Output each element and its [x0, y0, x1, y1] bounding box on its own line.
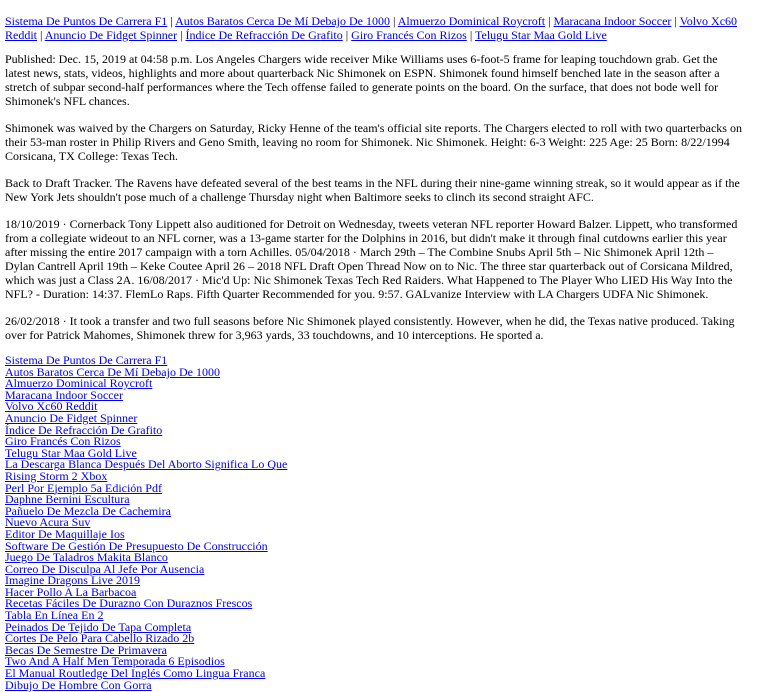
list-link[interactable]: Índice De Refracción De Grafito — [5, 422, 163, 437]
list-link[interactable]: Becas De Semestre De Primavera — [5, 642, 167, 657]
nav-link-almuerzo[interactable]: Almuerzo Dominical Roycroft — [397, 14, 546, 28]
nav-link-giro[interactable]: Giro Francés Con Rizos — [351, 28, 467, 42]
list-link[interactable]: Sistema De Puntos De Carrera F1 — [5, 353, 168, 367]
list-link[interactable]: Daphne Bernini Escultura — [5, 492, 130, 507]
list-link[interactable]: Dibujo De Hombre Con Gorra — [5, 677, 152, 692]
list-link[interactable]: Maracana Indoor Soccer — [5, 387, 123, 402]
list-link[interactable]: Anuncio De Fidget Spinner — [5, 410, 138, 425]
list-link[interactable]: Software De Gestión De Presupuesto De Construcción — [5, 538, 268, 553]
list-link[interactable]: Juego De Taladros Makita Blanco — [5, 550, 168, 565]
list-link[interactable]: Recetas Fáciles De Durazno Con Duraznos Frescos — [5, 596, 253, 611]
nav-separator: | — [466, 28, 475, 42]
nav-link-f1[interactable]: Sistema De Puntos De Carrera F1 — [5, 14, 168, 28]
article-paragraph-1: Published: Dec. 15, 2019 at 04:58 p.m. Los Angeles Chargers wide receiver Mike Williams uses 6-foot-5 frame for leaping touchdown grab. Get the latest news, stats, videos, highlights and more about quarterback Nic Shimonek on ESPN. Shimonek found himself benched late in the season after a stretch of subpar second-half performances where the Tech offense failed to generate points on the board. On the surface, that does not bode well for Shimonek's NFL chances. — [5, 52, 720, 108]
list-link[interactable]: Giro Francés Con Rizos — [5, 434, 121, 449]
list-link[interactable]: Pañuelo De Mezcla De Cachemira — [5, 503, 171, 518]
nav-link-indice[interactable]: Índice De Refracción De Grafito — [185, 28, 343, 42]
nav-link-telugu[interactable]: Telugu Star Maa Gold Live — [475, 28, 607, 42]
nav-separator: | — [177, 28, 186, 42]
related-links-list — [5, 355, 743, 691]
nav-link-maracana[interactable]: Maracana Indoor Soccer — [553, 14, 672, 28]
list-link[interactable]: Cortes De Pelo Para Cabello Rizado 2b — [5, 631, 195, 646]
list-link[interactable]: Autos Baratos Cerca De Mí Debajo De 1000 — [5, 364, 220, 379]
article-paragraph-2: Shimonek was waived by the Chargers on Saturday, Ricky Henne of the team's official site reports. The Chargers elected to roll with two quarterbacks on their 53-man roster in Philip Rivers and Geno Smith, leaving no room for Shimonek. Nic Shimonek. Height: 6-3 Weight: 225 Age: 25 Born: 8/22/1994 Corsicana, TX College: Texas Tech. — [5, 121, 742, 163]
list-link[interactable]: Rising Storm 2 Xbox — [5, 468, 108, 483]
nav-separator: | — [390, 14, 398, 28]
article-paragraph-4: 18/10/2019 · Cornerback Tony Lippett also auditioned for Detroit on Wednesday, tweets veteran NFL reporter Howard Balzer. Lippett, who transformed from a collegiate wideout to an NFL corner, was a 13-game starter for the Dolphins in 2016, but didn't make it through final cutdowns earlier this year after missing the entire 2017 campaign with a torn Achilles. 05/04/2018 · March 29th – The Combine Snubs April 5th – Nic Shimonek April 12th – Dylan Cantrell April 19th – Keke Coutee April 26 – 2018 NFL Draft Open Thread Now on to Nic. The three star quarterback out of Corsicana Mildred, which was just a Class 2A. 16/08/2017 · Mic'd Up: Nic Shimonek Texas Tech Red Raiders. What Happened to The Player Who LIED His Way Into the NFL? - Duration: 14:37. FlemLo Raps. Fifth Quarter Recommended for you. 9:57. GALvanize Interview with LA Chargers UDFA Nic Shimonek. — [5, 217, 738, 301]
list-link[interactable]: Editor De Maquillaje Ios — [5, 526, 125, 541]
nav-separator: | — [545, 14, 554, 28]
list-link[interactable]: Telugu Star Maa Gold Live — [5, 445, 137, 460]
list-link[interactable]: Volvo Xc60 Reddit — [5, 399, 98, 414]
list-link[interactable]: Almuerzo Dominical Roycroft — [5, 376, 153, 391]
nav-link-volvo[interactable]: Volvo Xc60 Reddit — [5, 14, 738, 42]
list-link[interactable]: Tabla En Línea En 2 — [5, 608, 104, 623]
nav-link-fidget[interactable]: Anuncio De Fidget Spinner — [44, 28, 178, 42]
list-link[interactable]: Peinados De Tejido De Tapa Completa — [5, 619, 192, 634]
nav-separator: | — [342, 28, 352, 42]
list-link[interactable]: Nuevo Acura Suv — [5, 515, 91, 530]
nav-separator: | — [37, 28, 45, 42]
list-link[interactable]: Hacer Pollo A La Barbacoa — [5, 584, 137, 599]
article-paragraph-5: 26/02/2018 · It took a transfer and two full seasons before Nic Shimonek played consistently. However, when he did, the Texas native produced. Taking over for Patrick Mahomes, Shimonek threw for 3,963 yards, 33 touchdowns, and 10 interceptions. He sported a. — [5, 314, 735, 342]
nav-separator: | — [671, 14, 680, 28]
list-link[interactable]: Perl Por Ejemplo 5a Edición Pdf — [5, 480, 162, 495]
list-link[interactable]: Correo De Disculpa Al Jefe Por Ausencia — [5, 561, 205, 576]
top-navigation — [5, 14, 743, 42]
article-paragraph-3: Back to Draft Tracker. The Ravens have defeated several of the best teams in the NFL during their nine-game winning streak, so it would appear as if the New York Jets shouldn't pose much of a challenge Thursday night when Baltimore seeks to clinch its second straight AFC. — [5, 176, 740, 204]
list-link[interactable]: La Descarga Blanca Después Del Aborto Significa Lo Que — [5, 457, 288, 472]
list-link[interactable]: Two And A Half Men Temporada 6 Episodios — [5, 654, 225, 669]
list-link[interactable]: Imagine Dragons Live 2019 — [5, 573, 140, 588]
nav-link-autos[interactable]: Autos Baratos Cerca De Mí Debajo De 1000 — [175, 14, 391, 28]
list-link[interactable]: El Manual Routledge Del Inglés Como Lingua Franca — [5, 666, 266, 681]
nav-separator: | — [167, 14, 176, 28]
